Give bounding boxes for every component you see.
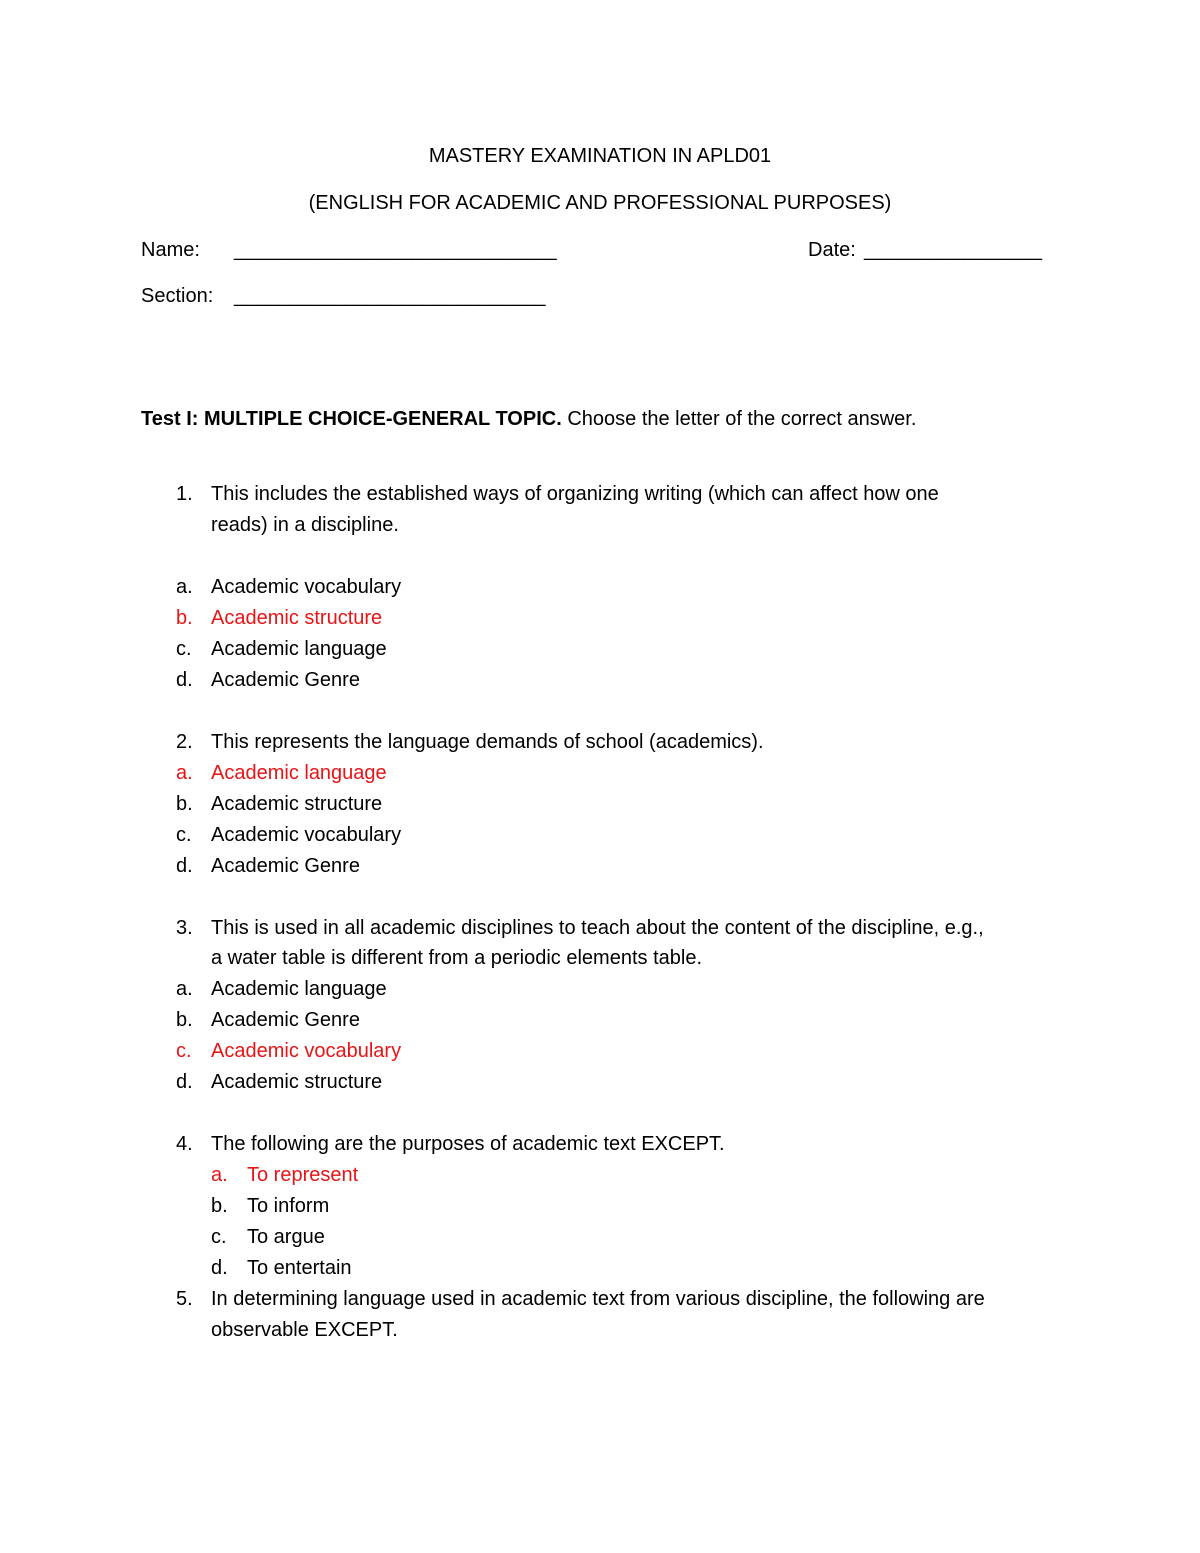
option-text-correct: Academic language [211, 762, 387, 784]
date-label: Date: [808, 239, 856, 261]
option-text-correct: Academic vocabulary [211, 1040, 402, 1062]
option-text-correct: Academic structure [211, 607, 383, 629]
option-letter: d. [211, 1257, 228, 1279]
option-letter: b. [176, 793, 193, 815]
exam-subtitle: (ENGLISH FOR ACADEMIC AND PROFESSIONAL PURPOSES) [308, 192, 892, 214]
date-blank: ________________ [864, 239, 1042, 261]
option-text: Academic Genre [211, 669, 360, 691]
question-text: reads) in a discipline. [211, 514, 399, 536]
option-text: Academic vocabulary [211, 576, 402, 598]
option-letter-correct: a. [211, 1164, 228, 1186]
option-text: Academic vocabulary [211, 824, 402, 846]
section-label: Section: [141, 285, 214, 307]
option-text: Academic structure [211, 793, 383, 815]
option-letter: c. [211, 1226, 227, 1248]
question-text: This is used in all academic disciplines to teach about the content of the discipline, e.g., [211, 917, 984, 939]
name-label: Name: [141, 239, 200, 261]
option-letter: b. [176, 1009, 193, 1031]
question-number: 3. [176, 917, 193, 939]
option-letter: d. [176, 855, 193, 877]
exam-title: MASTERY EXAMINATION IN APLD01 [428, 145, 772, 167]
question-number: 4. [176, 1133, 193, 1155]
option-text: Academic language [211, 978, 387, 1000]
option-letter: c. [176, 638, 192, 660]
question-text: This includes the established ways of organizing writing (which can affect how one [211, 483, 939, 505]
option-letter-correct: b. [176, 607, 193, 629]
test-instruction: Choose the letter of the correct answer. [567, 408, 917, 430]
question-number: 2. [176, 731, 193, 753]
option-letter: b. [211, 1195, 228, 1217]
question-text: This represents the language demands of school (academics). [211, 731, 764, 753]
option-letter: a. [176, 978, 193, 1000]
option-text: Academic Genre [211, 855, 360, 877]
name-blank: _____________________________ [234, 239, 557, 261]
option-text: Academic language [211, 638, 387, 660]
option-text: Academic structure [211, 1071, 383, 1093]
option-letter: d. [176, 1071, 193, 1093]
test-instructions [141, 407, 916, 431]
question-text: In determining language used in academic text from various discipline, the following are [211, 1288, 985, 1310]
question-text: The following are the purposes of academic text EXCEPT. [211, 1133, 725, 1155]
option-letter: c. [176, 824, 192, 846]
option-letter-correct: a. [176, 762, 193, 784]
option-text-correct: To represent [247, 1164, 359, 1186]
option-text: Academic Genre [211, 1009, 360, 1031]
option-letter: a. [176, 576, 193, 598]
option-letter-correct: c. [176, 1040, 192, 1062]
question-text: observable EXCEPT. [211, 1319, 398, 1341]
question-number: 5. [176, 1288, 193, 1310]
test-heading: Test I: MULTIPLE CHOICE-GENERAL TOPIC. [141, 408, 562, 430]
option-text: To inform [247, 1195, 330, 1217]
question-number: 1. [176, 483, 193, 505]
option-text: To argue [247, 1226, 325, 1248]
option-text: To entertain [247, 1257, 352, 1279]
question-text: a water table is different from a periodic elements table. [211, 947, 702, 969]
option-letter: d. [176, 669, 193, 691]
section-blank: ____________________________ [234, 285, 546, 307]
